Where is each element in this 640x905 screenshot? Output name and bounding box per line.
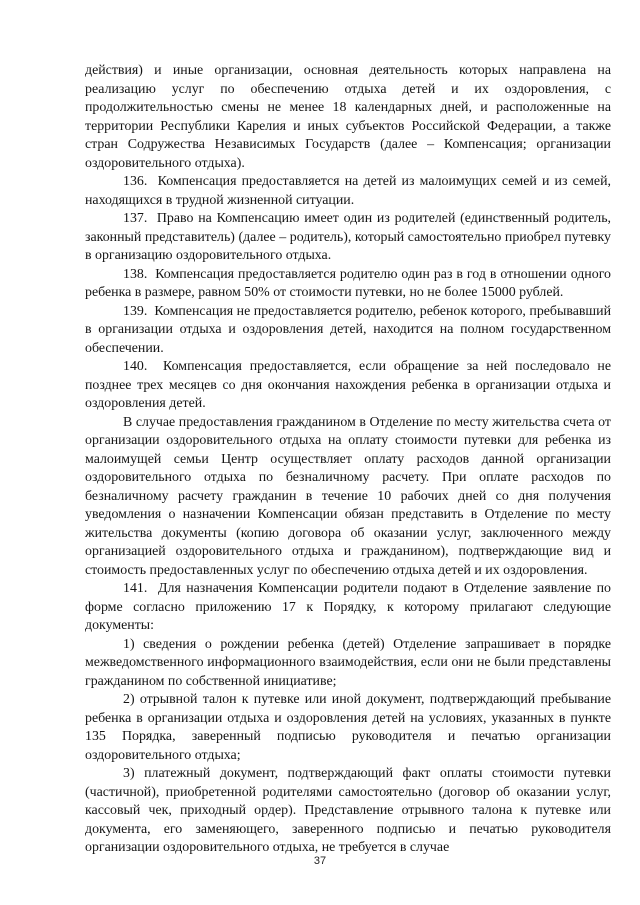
- document-page: [85, 62, 611, 858]
- paragraph-continuation: действия) и иные организации, основная деятельность которых направлена на реализацию услуг по обеспечению отдыха детей и их оздоровления, с продолжительностью смены не менее 18 календарных дней, и расположенные на территории Республики Карелия и иных субъектов Российской Федерации, а также стран Содружества Независимых Государств (далее – Компенсация; организации оздоровительного отдыха).: [85, 63, 611, 171]
- list-item-1: 1) сведения о рождении ребенка (детей) Отделение запрашивает в порядке межведомственного информационного взаимодействия, если они не были представлены гражданином по собственной инициативе;: [85, 636, 611, 689]
- paragraph-138: 138. Компенсация предоставляется родителю один раз в год в отношении одного ребенка в размере, равном 50% от стоимости путевки, но не более 15000 рублей.: [85, 266, 611, 300]
- list-item-2: 2) отрывной талон к путевке или иной документ, подтверждающий пребывание ребенка в организации отдыха и оздоровления детей на условиях, указанных в пункте 135 Порядка, заверенный подписью руководителя и печатью организации оздоровительного отдыха;: [85, 692, 611, 763]
- page-number: 37: [313, 855, 327, 867]
- list-item-3: 3) платежный документ, подтверждающий факт оплаты стоимости путевки (частичной), приобретенной родителями самостоятельно (договор об оказании услуг, кассовый чек, приходный ордер). Представление отрывного талона к путевке или документа, его заменяющего, заверенного подписью и печатью руководителя организации оздоровительного отдыха, не требуется в случае: [85, 766, 611, 855]
- paragraph-139: 139. Компенсация не предоставляется родителю, ребенок которого, пребывавший в организации отдыха и оздоровления детей, находится на полном государственном обеспечении.: [85, 303, 611, 356]
- paragraph-cashless-payment: В случае предоставления гражданином в Отделение по месту жительства счета от организации оздоровительного отдыха на оплату стоимости путевки для ребенка из малоимущей семьи Центр осуществляет оплату расходов данной организации оздоровительного отдыха по безналичному расчету. При оплате расходов по безналичному расчету гражданин в течение 10 рабочих дней со дня получения уведомления о назначении Компенсации обязан представить в Отделение по месту жительства документы (копию договора об оказании услуг, заключенного между организацией оздоровительного отдыха и гражданином), подтверждающие вид и стоимость предоставленных услуг по обеспечению отдыха детей и их оздоровления.: [85, 414, 611, 578]
- paragraph-140: 140. Компенсация предоставляется, если обращение за ней последовало не позднее трех месяцев со дня окончания нахождения ребенка в организации отдыха и оздоровления детей.: [85, 359, 611, 411]
- paragraph-141: 141. Для назначения Компенсации родители подают в Отделение заявление по форме согласно приложению 17 к Порядку, к которому прилагают следующие документы:: [85, 581, 611, 633]
- paragraph-136: 136. Компенсация предоставляется на детей из малоимущих семей и из семей, находящихся в трудной жизненной ситуации.: [85, 174, 611, 208]
- paragraph-137: 137. Право на Компенсацию имеет один из родителей (единственный родитель, законный представитель) (далее – родитель), который самостоятельно приобрел путевку в организацию оздоровительного отдыха.: [85, 211, 611, 263]
